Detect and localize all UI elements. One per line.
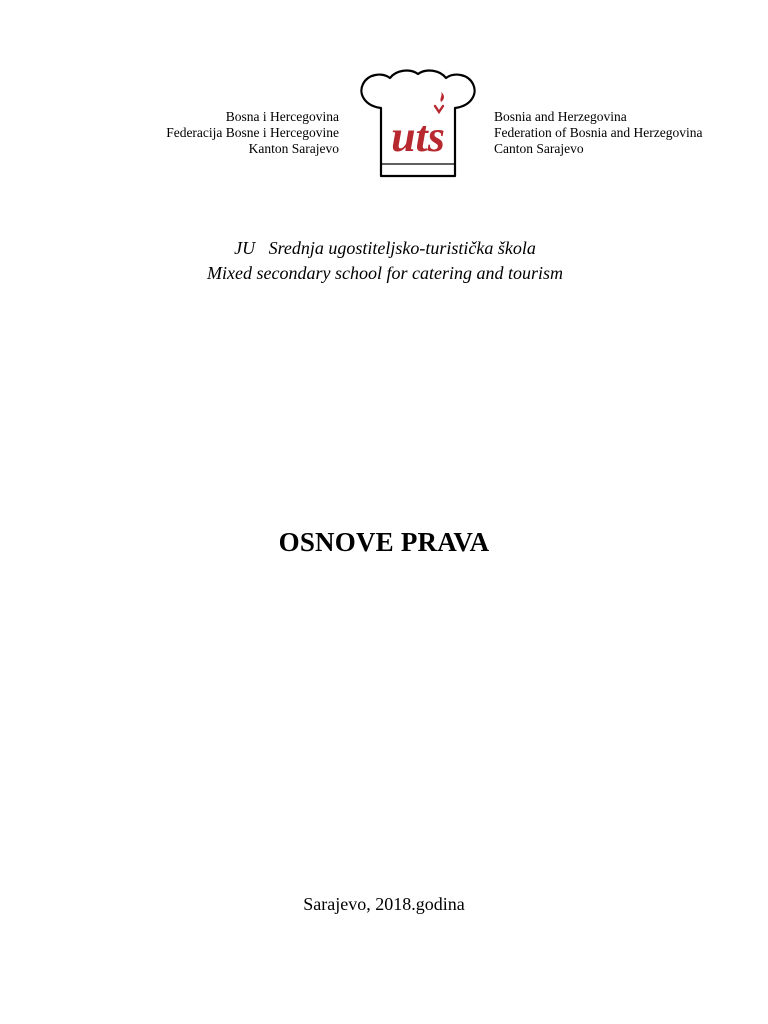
federation-name-bs: Federacija Bosne i Hercegovine [166, 125, 339, 140]
logo-lettering: uts [391, 112, 445, 161]
header-right-block [494, 109, 754, 157]
canton-name-en: Canton Sarajevo [494, 141, 584, 156]
canton-name-bs: Kanton Sarajevo [248, 141, 339, 156]
federation-name-en: Federation of Bosnia and Herzegovina [494, 125, 703, 140]
document-title: OSNOVE PRAVA [278, 527, 490, 557]
school-name-block [170, 236, 600, 286]
country-name-bs: Bosna i Hercegovina [225, 109, 339, 124]
header-left-block [120, 109, 339, 157]
school-name-bs: JU Srednja ugostiteljsko-turistička škola [234, 238, 536, 258]
chef-hat-logo-icon [355, 68, 481, 180]
place-and-date: Sarajevo, 2018.godina [303, 894, 465, 914]
country-name-en: Bosnia and Herzegovina [494, 109, 627, 124]
school-name-en: Mixed secondary school for catering and tourism [207, 263, 563, 283]
